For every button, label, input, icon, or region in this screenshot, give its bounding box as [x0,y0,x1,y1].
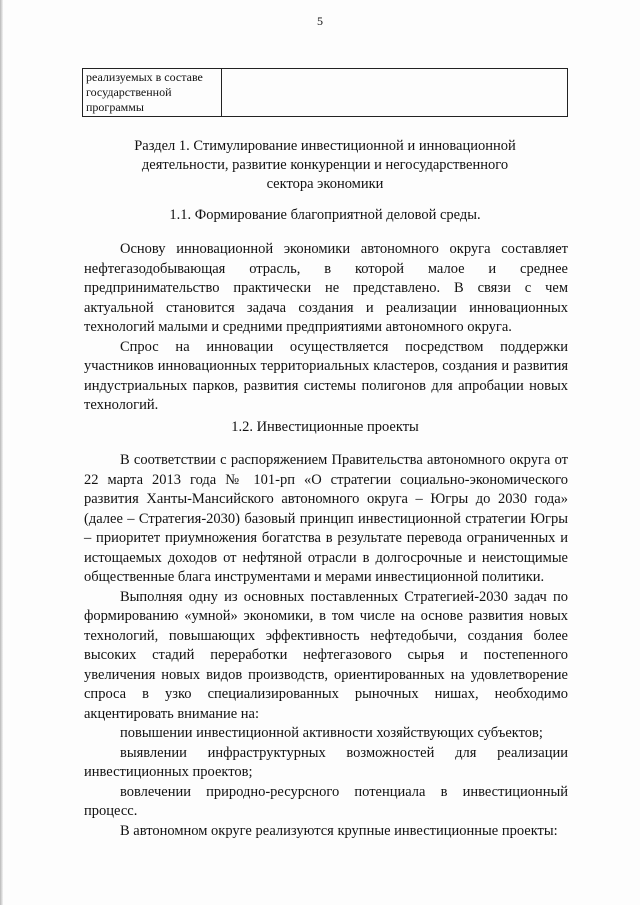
section-heading [82,137,568,194]
table-cell-label-line: реализуемых в составе [86,70,203,84]
paragraph: повышении инвестиционной активности хозяйствующих субъектов; [120,725,543,741]
paragraph: выявлении инфраструктурных возможностей для реализации инвестиционных проектов; [84,744,568,780]
subsection-title: 1.1. Формирование благоприятной деловой среды. [169,207,481,223]
scan-edge-shadow [0,0,3,905]
table-cell-label-line: программы [86,100,144,114]
subsection-2-body [84,451,568,841]
paragraph: В автономном округе реализуются крупные инвестиционные проекты: [120,822,558,839]
table-cell-label [83,69,222,117]
continued-table [82,68,568,117]
table-cell-label-line: государственной [86,85,172,99]
paragraph: В соответствии с распоряжением Правительства автономного округа от 22 марта 2013 года № 101-рп «О стратегии социально-экономического развития Ханты-Мансийского автономного округа – Югры до 2030 года» (далее – Стратегия-2030) базовый принцип инвестиционной стратегии Югры – приоритет приумножения богатства в результате перевода ограниченных и истощаемых доходов от нефтяной отрасли в долгосрочные и неистощимые общественные блага инструментами и мерами инвестиционной политики. [84,452,568,585]
table-cell-value [222,69,568,117]
section-heading-line: деятельности, развитие конкуренции и негосударственного [141,157,509,173]
table-row [83,69,568,117]
page-number: 5 [317,14,323,28]
paragraph: вовлечении природно-ресурсного потенциала в инвестиционный процесс. [84,783,568,819]
subsection-title: 1.2. Инвестиционные проекты [231,419,419,435]
paragraph: Основу инновационной экономики автономного округа составляет нефтегазодобывающая отрасль, в которой малое и среднее предпринимательство практически не представлено. В связи с чем актуальной становится задача создания и реализации инновационных технологий малыми и средними предприятиями автономного округа. [84,241,568,335]
paragraph: Спрос на инновации осуществляется посредством поддержки участников инновационных территориальных кластеров, создания и развития индустриальных парков, развития системы полигонов для апробации новых технологий. [84,338,568,413]
section-heading-line: Раздел 1. Стимулирование инвестиционной и инновационной [134,138,516,154]
section-heading-line: сектора экономики [266,176,384,192]
subsection-1-body [84,240,568,416]
paragraph: Выполняя одну из основных поставленных Стратегией-2030 задач по формированию «умной» экономики, в том числе на основе развития новых технологий, повышающих эффективность нефтедобычи, создания более высоких стадий переработки нефтегазового сырья и постепенного увеличения новых видов производств, ориентированных на удовлетворение спроса в узко специализированных рыночных нишах, необходимо акцентировать внимание на: [84,588,568,722]
